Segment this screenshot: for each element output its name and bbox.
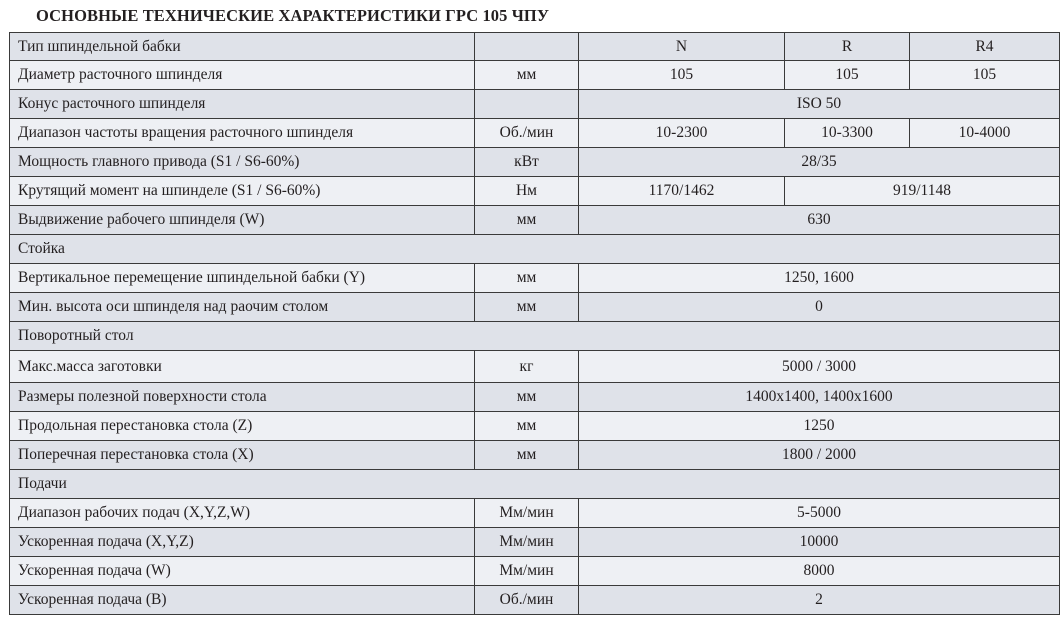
param-value: 1170/1462: [579, 177, 785, 206]
param-label: Поперечная перестановка стола (X): [10, 441, 475, 470]
table-row: [10, 293, 1060, 322]
param-label: Диапазон частоты вращения расточного шпинделя: [10, 119, 475, 148]
param-value: 5-5000: [579, 499, 1060, 528]
param-unit: Нм: [475, 177, 579, 206]
param-value: 10-3300: [785, 119, 910, 148]
param-unit: Мм/мин: [475, 499, 579, 528]
param-value: 105: [910, 61, 1060, 90]
param-value: N: [579, 33, 785, 61]
section-title: Стойка: [10, 235, 1060, 264]
table-row: [10, 412, 1060, 441]
param-value: 1250, 1600: [579, 264, 1060, 293]
param-unit: мм: [475, 264, 579, 293]
param-unit: мм: [475, 441, 579, 470]
param-value: 919/1148: [785, 177, 1060, 206]
section-header-row: [10, 235, 1060, 264]
param-unit: Об./мин: [475, 119, 579, 148]
param-label: Конус расточного шпинделя: [10, 90, 475, 119]
table-row: [10, 119, 1060, 148]
param-unit: мм: [475, 61, 579, 90]
page-title: ОСНОВНЫЕ ТЕХНИЧЕСКИЕ ХАРАКТЕРИСТИКИ ГРС 105 ЧПУ: [36, 6, 550, 25]
table-row: [10, 351, 1060, 383]
section-header-row: [10, 470, 1060, 499]
table-row: [10, 528, 1060, 557]
table-row: [10, 383, 1060, 412]
param-value: 10000: [579, 528, 1060, 557]
param-unit: Мм/мин: [475, 528, 579, 557]
param-value: 28/35: [579, 148, 1060, 177]
param-label: Вертикальное перемещение шпиндельной бабки (Y): [10, 264, 475, 293]
table-row: [10, 148, 1060, 177]
param-value: 1400x1400, 1400x1600: [579, 383, 1060, 412]
spec-table-body: [10, 33, 1060, 615]
param-value: 5000 / 3000: [579, 351, 1060, 383]
table-row: [10, 557, 1060, 586]
param-value: 0: [579, 293, 1060, 322]
table-row: [10, 441, 1060, 470]
param-label: Крутящий момент на шпинделе (S1 / S6-60%): [10, 177, 475, 206]
param-label: Ускоренная подача (X,Y,Z): [10, 528, 475, 557]
param-unit: кВт: [475, 148, 579, 177]
param-unit: кг: [475, 351, 579, 383]
table-row: [10, 499, 1060, 528]
param-value: 105: [785, 61, 910, 90]
param-label: Диаметр расточного шпинделя: [10, 61, 475, 90]
param-label: Мин. высота оси шпинделя над раочим столом: [10, 293, 475, 322]
param-unit: мм: [475, 412, 579, 441]
spec-table: [9, 32, 1060, 615]
section-title: Подачи: [10, 470, 1060, 499]
param-unit: [475, 33, 579, 61]
param-value: ISO 50: [579, 90, 1060, 119]
param-unit: [475, 90, 579, 119]
param-value: 10-2300: [579, 119, 785, 148]
param-label: Ускоренная подача (B): [10, 586, 475, 615]
param-value: 630: [579, 206, 1060, 235]
param-label: Выдвижение рабочего шпинделя (W): [10, 206, 475, 235]
param-value: 105: [579, 61, 785, 90]
table-row: [10, 206, 1060, 235]
param-value: 2: [579, 586, 1060, 615]
table-row: [10, 33, 1060, 61]
section-title: Поворотный стол: [10, 322, 1060, 351]
param-value: 1250: [579, 412, 1060, 441]
param-label: Мощность главного привода (S1 / S6-60%): [10, 148, 475, 177]
param-unit: мм: [475, 293, 579, 322]
param-unit: Об./мин: [475, 586, 579, 615]
table-row: [10, 177, 1060, 206]
table-row: [10, 61, 1060, 90]
param-label: Продольная перестановка стола (Z): [10, 412, 475, 441]
section-header-row: [10, 322, 1060, 351]
param-label: Ускоренная подача (W): [10, 557, 475, 586]
param-value: 1800 / 2000: [579, 441, 1060, 470]
param-value: R4: [910, 33, 1060, 61]
table-row: [10, 264, 1060, 293]
param-unit: Мм/мин: [475, 557, 579, 586]
param-unit: мм: [475, 206, 579, 235]
param-value: 10-4000: [910, 119, 1060, 148]
table-row: [10, 586, 1060, 615]
param-unit: мм: [475, 383, 579, 412]
param-value: R: [785, 33, 910, 61]
param-value: 8000: [579, 557, 1060, 586]
param-label: Диапазон рабочих подач (X,Y,Z,W): [10, 499, 475, 528]
param-label: Размеры полезной поверхности стола: [10, 383, 475, 412]
param-label: Макс.масса заготовки: [10, 351, 475, 383]
table-row: [10, 90, 1060, 119]
param-label: Тип шпиндельной бабки: [10, 33, 475, 61]
